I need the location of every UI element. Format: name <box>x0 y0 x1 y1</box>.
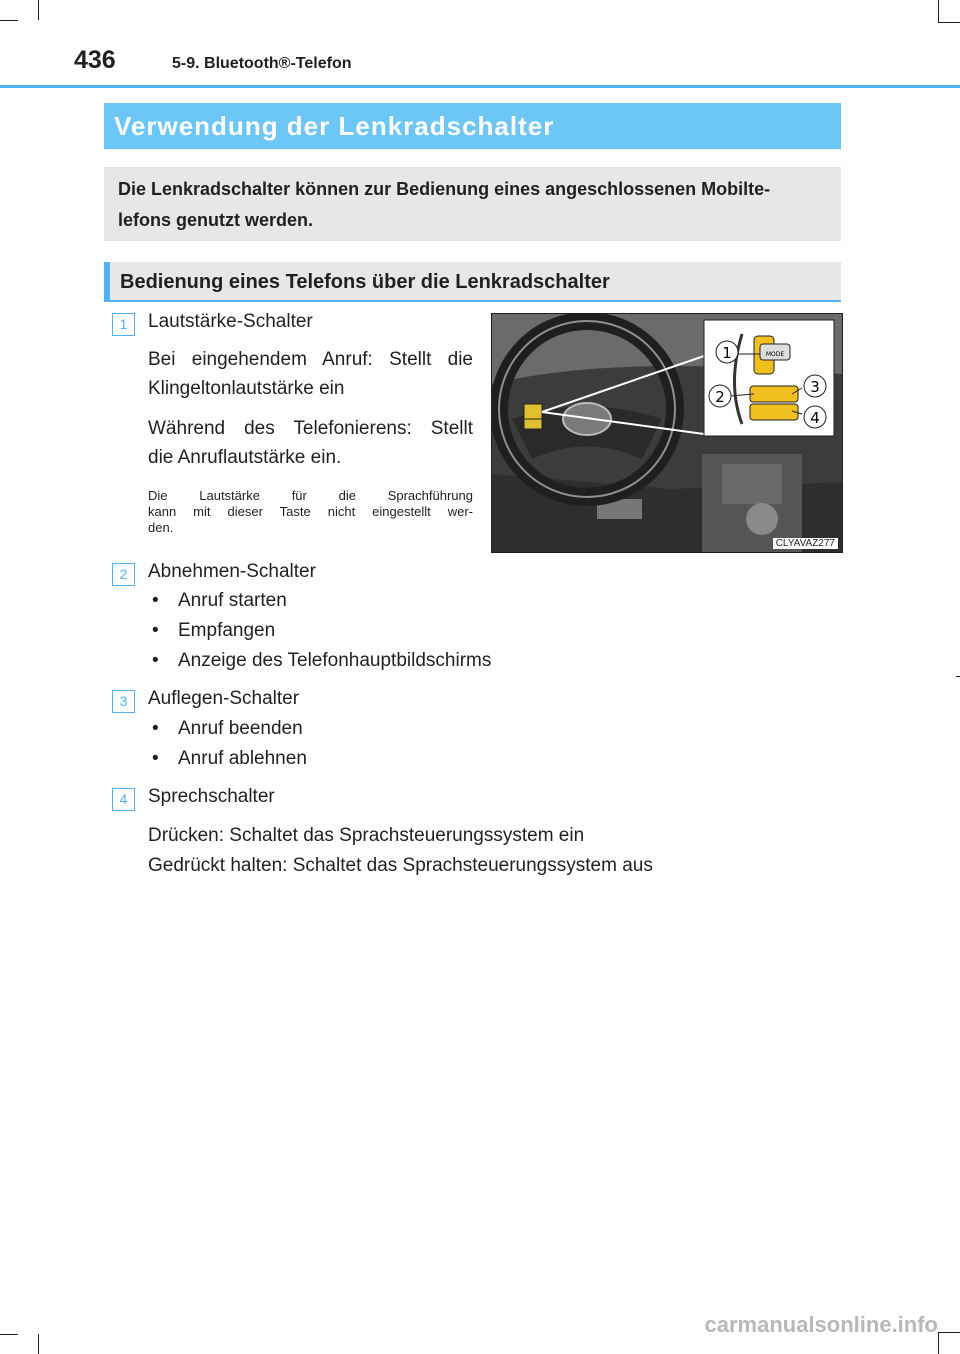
item-label: Sprechschalter <box>148 786 275 807</box>
figure-callout: 3 <box>810 378 820 396</box>
crop-mark <box>0 1334 18 1335</box>
note-line: kann mit dieser Taste nicht eingestellt wer- <box>148 504 473 519</box>
bullet-item <box>152 620 275 642</box>
bullet-item <box>152 650 491 672</box>
item-description: Während des Telefonierens: Stellt <box>148 418 473 439</box>
crop-mark <box>0 20 18 21</box>
intro-line: Die Lenkradschalter können zur Bedienung eines angeschlossenen Mobilte- <box>118 179 771 199</box>
intro-line: lefons genutzt werden. <box>118 210 314 230</box>
bullet-mark: • <box>152 590 159 611</box>
item-description: Gedrückt halten: Schaltet das Sprachsteuerungssystem aus <box>148 855 653 876</box>
item-number-badge: 1 <box>112 313 135 336</box>
bullet-item <box>152 718 303 740</box>
steering-wheel-illustration <box>492 314 842 552</box>
crop-mark <box>938 1332 939 1354</box>
watermark: carmanualsonline.info <box>704 1312 938 1337</box>
item-label: Auflegen-Schalter <box>148 688 300 709</box>
bullet-mark: • <box>152 748 159 769</box>
item-description: Drücken: Schaltet das Sprachsteuerungssystem ein <box>148 825 585 846</box>
header-rule <box>0 85 960 88</box>
figure-code: CLYAVAZ277 <box>773 538 838 549</box>
item-number-badge: 3 <box>112 690 135 713</box>
item-number-badge: 2 <box>112 563 135 586</box>
item-description: Bei eingehendem Anruf: Stellt die <box>148 349 473 370</box>
bullet-text: Anzeige des Telefonhauptbildschirms <box>178 650 492 671</box>
item-number-badge: 4 <box>112 788 135 811</box>
page-number: 436 <box>74 46 116 74</box>
section-title: Verwendung der Lenkradschalter <box>104 103 841 149</box>
crop-mark <box>38 0 39 20</box>
intro-box <box>104 167 841 241</box>
crop-mark <box>938 22 960 23</box>
bullet-text: Anruf starten <box>178 590 287 611</box>
bullet-text: Anruf ablehnen <box>178 748 307 769</box>
item-label: Abnehmen-Schalter <box>148 561 316 582</box>
crop-mark <box>938 0 939 22</box>
note-line: Die Lautstärke für die Sprachführung <box>148 488 473 503</box>
figure-callout: 1 <box>722 344 732 362</box>
bullet-item <box>152 590 287 612</box>
figure-callout: 2 <box>715 388 725 406</box>
bullet-mark: • <box>152 650 159 671</box>
bullet-mark: • <box>152 620 159 641</box>
item-label: Lautstärke-Schalter <box>148 311 313 332</box>
bullet-item <box>152 748 307 770</box>
item-description: Klingeltonlautstärke ein <box>148 378 345 399</box>
bullet-text: Anruf beenden <box>178 718 303 739</box>
note-line: den. <box>148 520 174 535</box>
crop-mark <box>38 1334 39 1354</box>
mode-button-label: MODE <box>765 351 785 358</box>
figure-callout: 4 <box>810 409 820 427</box>
crop-mark <box>938 1332 960 1333</box>
bullet-text: Empfangen <box>178 620 276 641</box>
bullet-mark: • <box>152 718 159 739</box>
subheading: Bedienung eines Telefons über die Lenkradschalter <box>104 262 841 302</box>
item-note <box>148 488 473 536</box>
running-head: 5-9. Bluetooth®-Telefon <box>172 55 352 72</box>
crop-mark <box>956 676 960 677</box>
item-description: die Anruflautstärke ein. <box>148 447 342 468</box>
steering-wheel-figure <box>491 313 843 553</box>
